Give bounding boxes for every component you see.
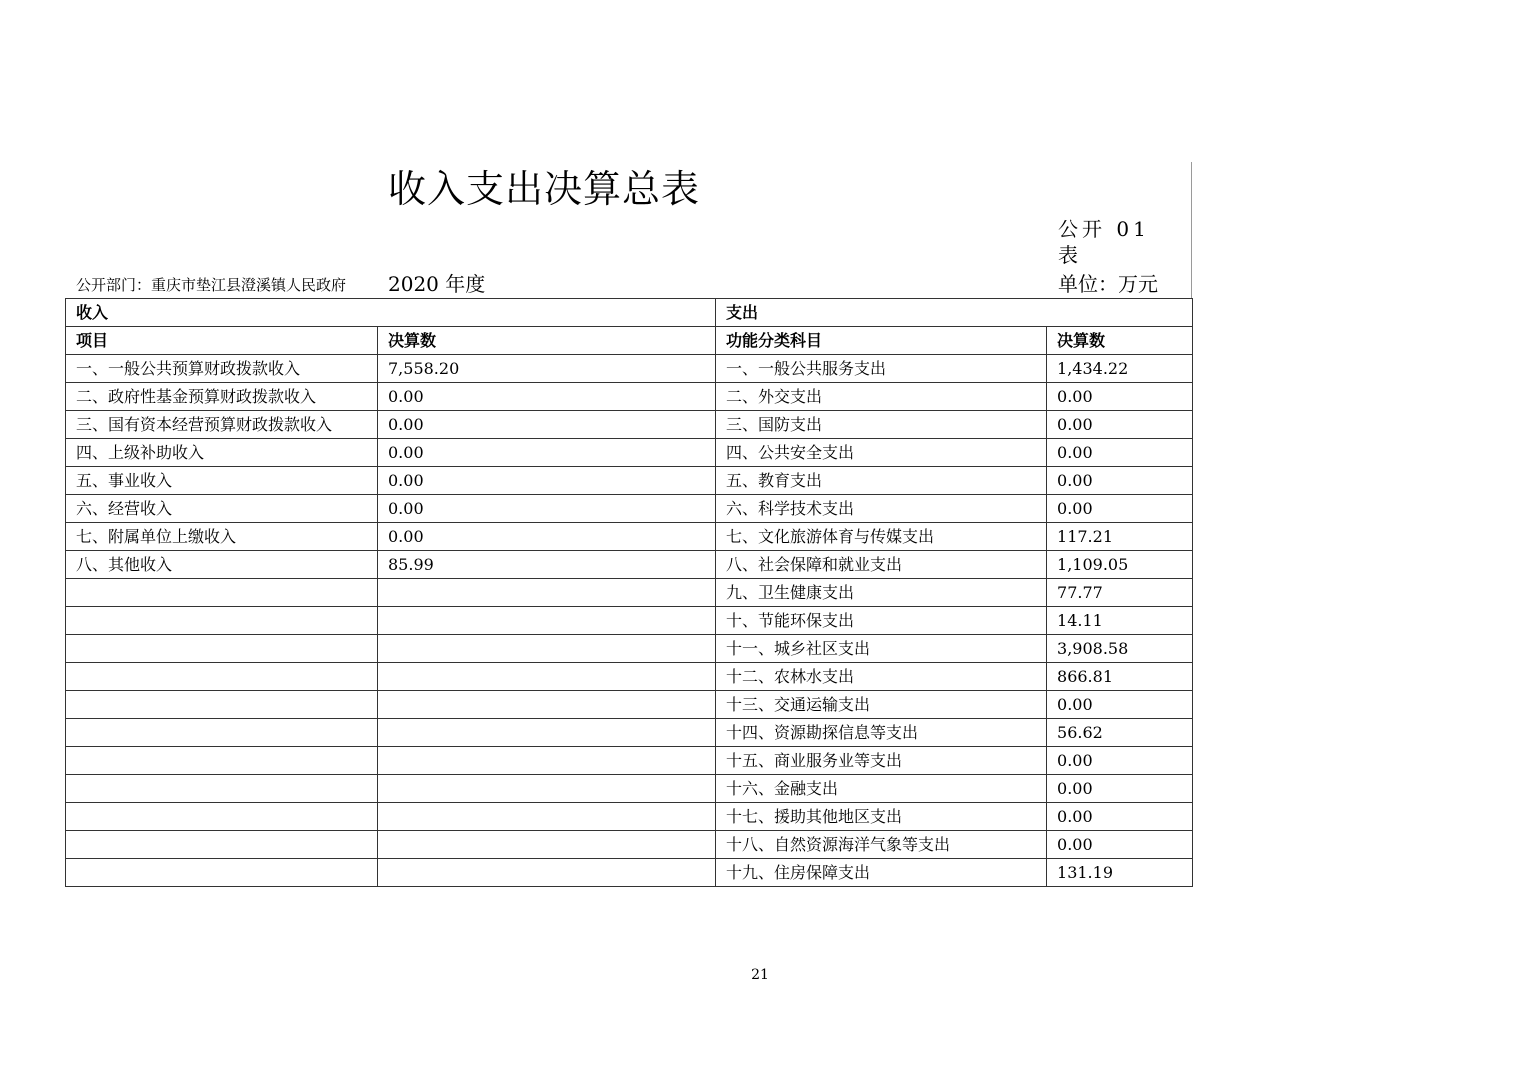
- income-amount-cell: [378, 663, 716, 691]
- table-row: [66, 411, 1193, 439]
- income-amount-cell: [378, 635, 716, 663]
- income-amount-cell: [378, 831, 716, 859]
- table-row: [66, 467, 1193, 495]
- income-item-cell: 六、经营收入: [66, 495, 378, 523]
- income-section-header: 收入: [66, 299, 716, 327]
- income-item-cell: [66, 775, 378, 803]
- table-row: [66, 803, 1193, 831]
- income-amount-cell: 0.00: [378, 467, 716, 495]
- form-code-line1: 公开 01: [1058, 217, 1150, 241]
- income-item-cell: [66, 803, 378, 831]
- income-amount-cell: 0.00: [378, 411, 716, 439]
- income-item-cell: [66, 663, 378, 691]
- income-item-cell: 一、一般公共预算财政拨款收入: [66, 355, 378, 383]
- expenditure-item-cell: 十、节能环保支出: [716, 607, 1047, 635]
- expenditure-item-cell: 十五、商业服务业等支出: [716, 747, 1047, 775]
- table-row: [66, 775, 1193, 803]
- expenditure-amount-cell: 117.21: [1047, 523, 1193, 551]
- income-item-cell: 四、上级补助收入: [66, 439, 378, 467]
- fiscal-year: 2020 年度: [388, 272, 486, 296]
- expenditure-amount-header: 决算数: [1047, 327, 1193, 355]
- income-amount-cell: [378, 803, 716, 831]
- table-row: [66, 719, 1193, 747]
- income-item-cell: [66, 719, 378, 747]
- table-row: [66, 355, 1193, 383]
- income-item-cell: [66, 831, 378, 859]
- form-code: [1058, 216, 1148, 268]
- expenditure-amount-cell: 0.00: [1047, 803, 1193, 831]
- table-row: [66, 663, 1193, 691]
- income-amount-cell: [378, 775, 716, 803]
- expenditure-amount-cell: 0.00: [1047, 467, 1193, 495]
- table-row: [66, 439, 1193, 467]
- income-amount-cell: [378, 691, 716, 719]
- income-amount-header: 决算数: [378, 327, 716, 355]
- table-row: [66, 831, 1193, 859]
- table-row: [66, 523, 1193, 551]
- section-header-row: [66, 299, 1193, 327]
- income-amount-cell: [378, 747, 716, 775]
- income-amount-cell: 0.00: [378, 495, 716, 523]
- table-row: [66, 579, 1193, 607]
- income-item-cell: [66, 607, 378, 635]
- form-code-line2: 表: [1058, 243, 1078, 267]
- function-category-header: 功能分类科目: [716, 327, 1047, 355]
- expenditure-amount-cell: 866.81: [1047, 663, 1193, 691]
- income-amount-cell: [378, 579, 716, 607]
- expenditure-amount-cell: 1,434.22: [1047, 355, 1193, 383]
- table-row: [66, 859, 1193, 887]
- table-row: [66, 383, 1193, 411]
- income-item-cell: [66, 747, 378, 775]
- page-number: 21: [751, 967, 769, 983]
- expenditure-amount-cell: 0.00: [1047, 495, 1193, 523]
- expenditure-section-header: 支出: [716, 299, 1193, 327]
- income-amount-cell: 0.00: [378, 523, 716, 551]
- column-header-row: [66, 327, 1193, 355]
- income-item-cell: 五、事业收入: [66, 467, 378, 495]
- expenditure-amount-cell: 0.00: [1047, 831, 1193, 859]
- expenditure-amount-cell: 77.77: [1047, 579, 1193, 607]
- expenditure-item-cell: 四、公共安全支出: [716, 439, 1047, 467]
- income-item-cell: 三、国有资本经营预算财政拨款收入: [66, 411, 378, 439]
- income-item-cell: [66, 859, 378, 887]
- expenditure-item-cell: 十六、金融支出: [716, 775, 1047, 803]
- income-item-header: 项目: [66, 327, 378, 355]
- table-row: [66, 691, 1193, 719]
- expenditure-amount-cell: 56.62: [1047, 719, 1193, 747]
- income-item-cell: [66, 635, 378, 663]
- income-item-cell: 二、政府性基金预算财政拨款收入: [66, 383, 378, 411]
- income-amount-cell: [378, 859, 716, 887]
- header-divider: [1191, 162, 1192, 298]
- income-amount-cell: 0.00: [378, 383, 716, 411]
- table-row: [66, 495, 1193, 523]
- income-item-cell: 七、附属单位上缴收入: [66, 523, 378, 551]
- table-row: [66, 551, 1193, 579]
- budget-table: [65, 298, 1193, 887]
- income-amount-cell: 85.99: [378, 551, 716, 579]
- income-amount-cell: [378, 719, 716, 747]
- expenditure-item-cell: 一、一般公共服务支出: [716, 355, 1047, 383]
- expenditure-amount-cell: 131.19: [1047, 859, 1193, 887]
- expenditure-amount-cell: 1,109.05: [1047, 551, 1193, 579]
- expenditure-item-cell: 二、外交支出: [716, 383, 1047, 411]
- expenditure-item-cell: 八、社会保障和就业支出: [716, 551, 1047, 579]
- expenditure-item-cell: 十一、城乡社区支出: [716, 635, 1047, 663]
- expenditure-amount-cell: 0.00: [1047, 411, 1193, 439]
- table-row: [66, 747, 1193, 775]
- expenditure-amount-cell: 0.00: [1047, 691, 1193, 719]
- income-amount-cell: 7,558.20: [378, 355, 716, 383]
- expenditure-amount-cell: 14.11: [1047, 607, 1193, 635]
- table-row: [66, 607, 1193, 635]
- department-label: 公开部门：重庆市垫江县澄溪镇人民政府: [76, 276, 347, 294]
- expenditure-item-cell: 七、文化旅游体育与传媒支出: [716, 523, 1047, 551]
- expenditure-item-cell: 十九、住房保障支出: [716, 859, 1047, 887]
- expenditure-amount-cell: 0.00: [1047, 747, 1193, 775]
- table-row: [66, 635, 1193, 663]
- expenditure-item-cell: 三、国防支出: [716, 411, 1047, 439]
- expenditure-item-cell: 六、科学技术支出: [716, 495, 1047, 523]
- income-item-cell: [66, 579, 378, 607]
- income-amount-cell: 0.00: [378, 439, 716, 467]
- expenditure-item-cell: 十八、自然资源海洋气象等支出: [716, 831, 1047, 859]
- unit-label: 单位：万元: [1058, 272, 1158, 296]
- income-amount-cell: [378, 607, 716, 635]
- expenditure-item-cell: 十二、农林水支出: [716, 663, 1047, 691]
- income-item-cell: 八、其他收入: [66, 551, 378, 579]
- expenditure-item-cell: 十三、交通运输支出: [716, 691, 1047, 719]
- page-title: 收入支出决算总表: [388, 167, 701, 211]
- expenditure-amount-cell: 0.00: [1047, 383, 1193, 411]
- expenditure-item-cell: 十七、援助其他地区支出: [716, 803, 1047, 831]
- expenditure-amount-cell: 0.00: [1047, 775, 1193, 803]
- expenditure-amount-cell: 3,908.58: [1047, 635, 1193, 663]
- expenditure-item-cell: 十四、资源勘探信息等支出: [716, 719, 1047, 747]
- expenditure-item-cell: 五、教育支出: [716, 467, 1047, 495]
- expenditure-amount-cell: 0.00: [1047, 439, 1193, 467]
- income-item-cell: [66, 691, 378, 719]
- expenditure-item-cell: 九、卫生健康支出: [716, 579, 1047, 607]
